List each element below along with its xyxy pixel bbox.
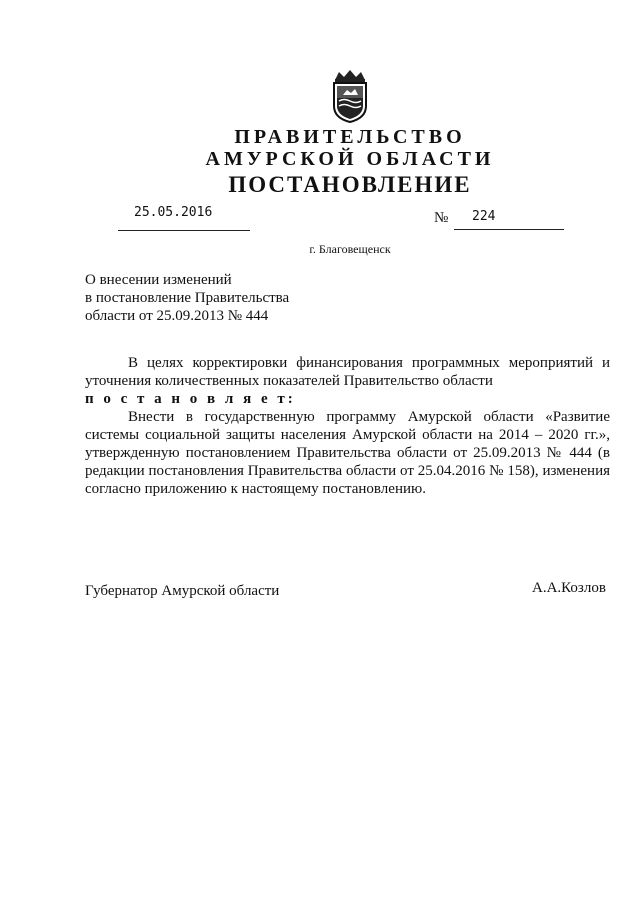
number-underline (454, 229, 564, 230)
subject-line: в постановление Правительства (85, 290, 290, 306)
date-underline (118, 230, 250, 231)
signatory-name: А.А.Козлов (532, 580, 606, 596)
preamble-paragraph: В целях корректировки финансирования программных мероприятий и уточнения количественных показателей Правительство области (85, 355, 610, 389)
org-name-line1: ПРАВИТЕЛЬСТВО (234, 126, 466, 148)
document-body (85, 354, 610, 498)
subject-line: области от 25.09.2013 № 444 (85, 308, 269, 324)
document-subject (85, 271, 289, 325)
city: г. Благовещенск (309, 242, 391, 256)
resolution-paragraph: Внести в государственную программу Амурской области «Развитие системы социальной защиты населения Амурской области на 2014 – 2020 гг.», утвержденную постановлением Правительства области от 25.09.2013 № 444 (в редакции постановления Правительства области от 25.04.2016 № 158), изменения согласно приложению к настоящему постановлению. (85, 409, 610, 497)
document-date: 25.05.2016 (134, 205, 213, 220)
number-sign: № (434, 210, 449, 226)
decree-word: п о с т а н о в л я е т: (85, 391, 296, 407)
coat-of-arms-icon (327, 68, 373, 124)
subject-line: О внесении изменений (85, 272, 232, 288)
signatory-title: Губернатор Амурской области (85, 583, 280, 599)
document-type: ПОСТАНОВЛЕНИЕ (228, 172, 472, 197)
document-number: 224 (472, 209, 496, 224)
org-name-line2: АМУРСКОЙ ОБЛАСТИ (205, 148, 495, 170)
